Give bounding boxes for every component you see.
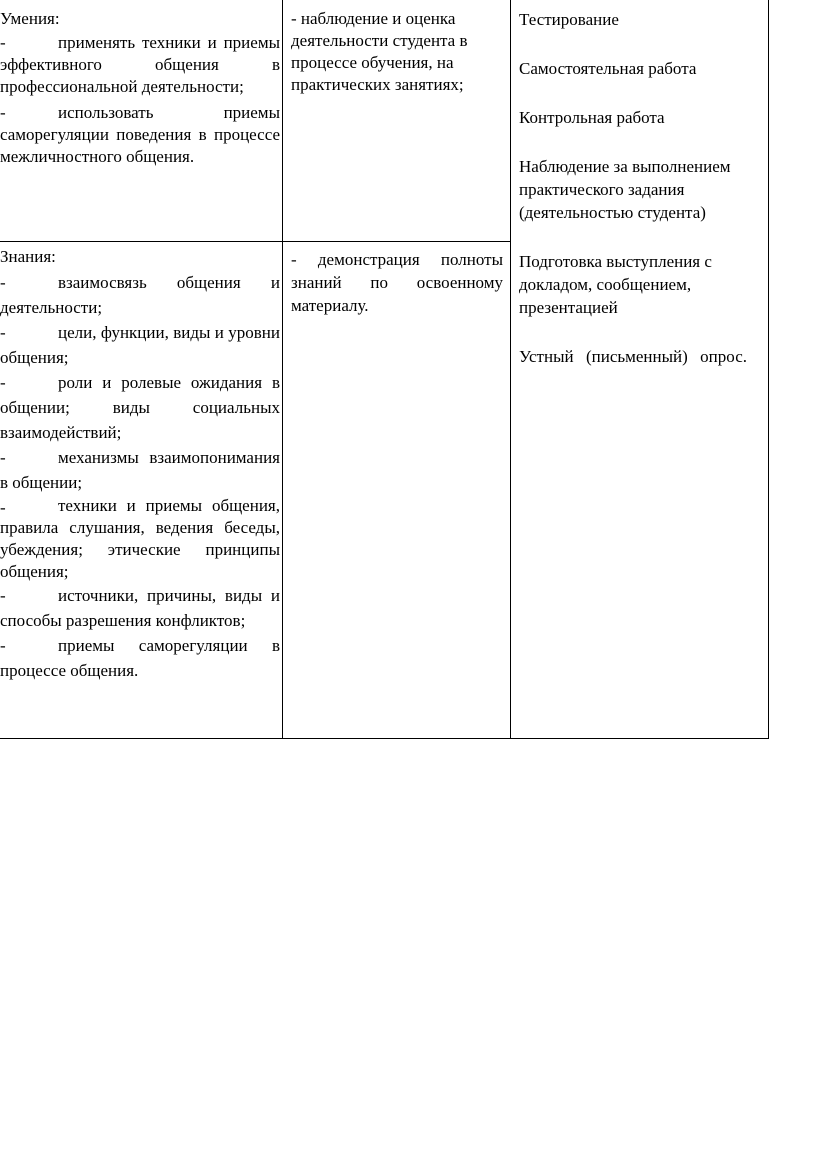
list-dash: - <box>0 373 6 392</box>
list-dash: - <box>0 586 6 605</box>
knowledge-heading: Знания: <box>0 247 56 266</box>
method-item: Контрольная работа <box>519 108 665 127</box>
row-divider <box>0 241 510 242</box>
knowledge-item-2: цели, функции, виды и уровни общения; <box>0 323 280 367</box>
method-item: Тестирование <box>519 10 619 29</box>
list-item <box>0 633 280 683</box>
skills-heading: Умения: <box>0 9 60 28</box>
list-dash: - <box>0 103 6 122</box>
skills-eval-cell <box>291 8 503 96</box>
list-item <box>0 32 280 98</box>
table-border-bottom <box>0 738 769 739</box>
knowledge-item-1: взаимосвязь общения и деятельности; <box>0 273 280 317</box>
knowledge-item-4: механизмы взаимопонимания в общении; <box>0 448 280 492</box>
methods-cell <box>519 8 759 397</box>
table-border-right <box>768 0 769 739</box>
knowledge-eval-text: - демонстрация полноты знаний по освоенному материалу. <box>291 250 503 315</box>
table-border-mid-divider <box>510 0 511 739</box>
list-item <box>0 320 280 370</box>
knowledge-item-7: приемы саморегуляции в процессе общения. <box>0 636 280 680</box>
list-item <box>0 445 280 495</box>
skills-item-1: применять техники и приемы эффективного общения в профессиональной деятельности; <box>0 33 280 96</box>
method-item: Подготовка выступления с докладом, сообщением, презентацией <box>519 252 712 317</box>
knowledge-eval-cell <box>291 248 503 317</box>
method-item: Устный (письменный) опрос. <box>519 347 747 366</box>
knowledge-item-5: техники и приемы общения, правила слушания, ведения беседы, убеждения; этические принципы общения; <box>0 496 280 581</box>
list-item <box>0 583 280 633</box>
list-dash: - <box>0 33 6 52</box>
skills-cell <box>0 8 280 168</box>
skills-item-2: использовать приемы саморегуляции поведения в процессе межличностного общения. <box>0 103 280 166</box>
knowledge-cell <box>0 246 280 683</box>
knowledge-item-6: источники, причины, виды и способы разрешения конфликтов; <box>0 586 280 630</box>
knowledge-item-3: роли и ролевые ожидания в общении; виды социальных взаимодействий; <box>0 373 280 442</box>
list-item <box>0 270 280 320</box>
method-item: Самостоятельная работа <box>519 59 697 78</box>
list-item <box>0 495 280 583</box>
list-dash: - <box>0 448 6 467</box>
list-item <box>0 102 280 168</box>
method-item: Наблюдение за выполнением практического задания (деятельностью студента) <box>519 157 731 222</box>
list-dash: - <box>0 323 6 342</box>
table-border-left-divider <box>282 0 283 739</box>
list-item <box>0 370 280 445</box>
list-dash: - <box>0 498 6 517</box>
skills-eval-text: - наблюдение и оценка деятельности студента в процессе обучения, на практических занятиях; <box>291 9 468 94</box>
list-dash: - <box>0 636 6 655</box>
list-dash: - <box>0 273 6 292</box>
